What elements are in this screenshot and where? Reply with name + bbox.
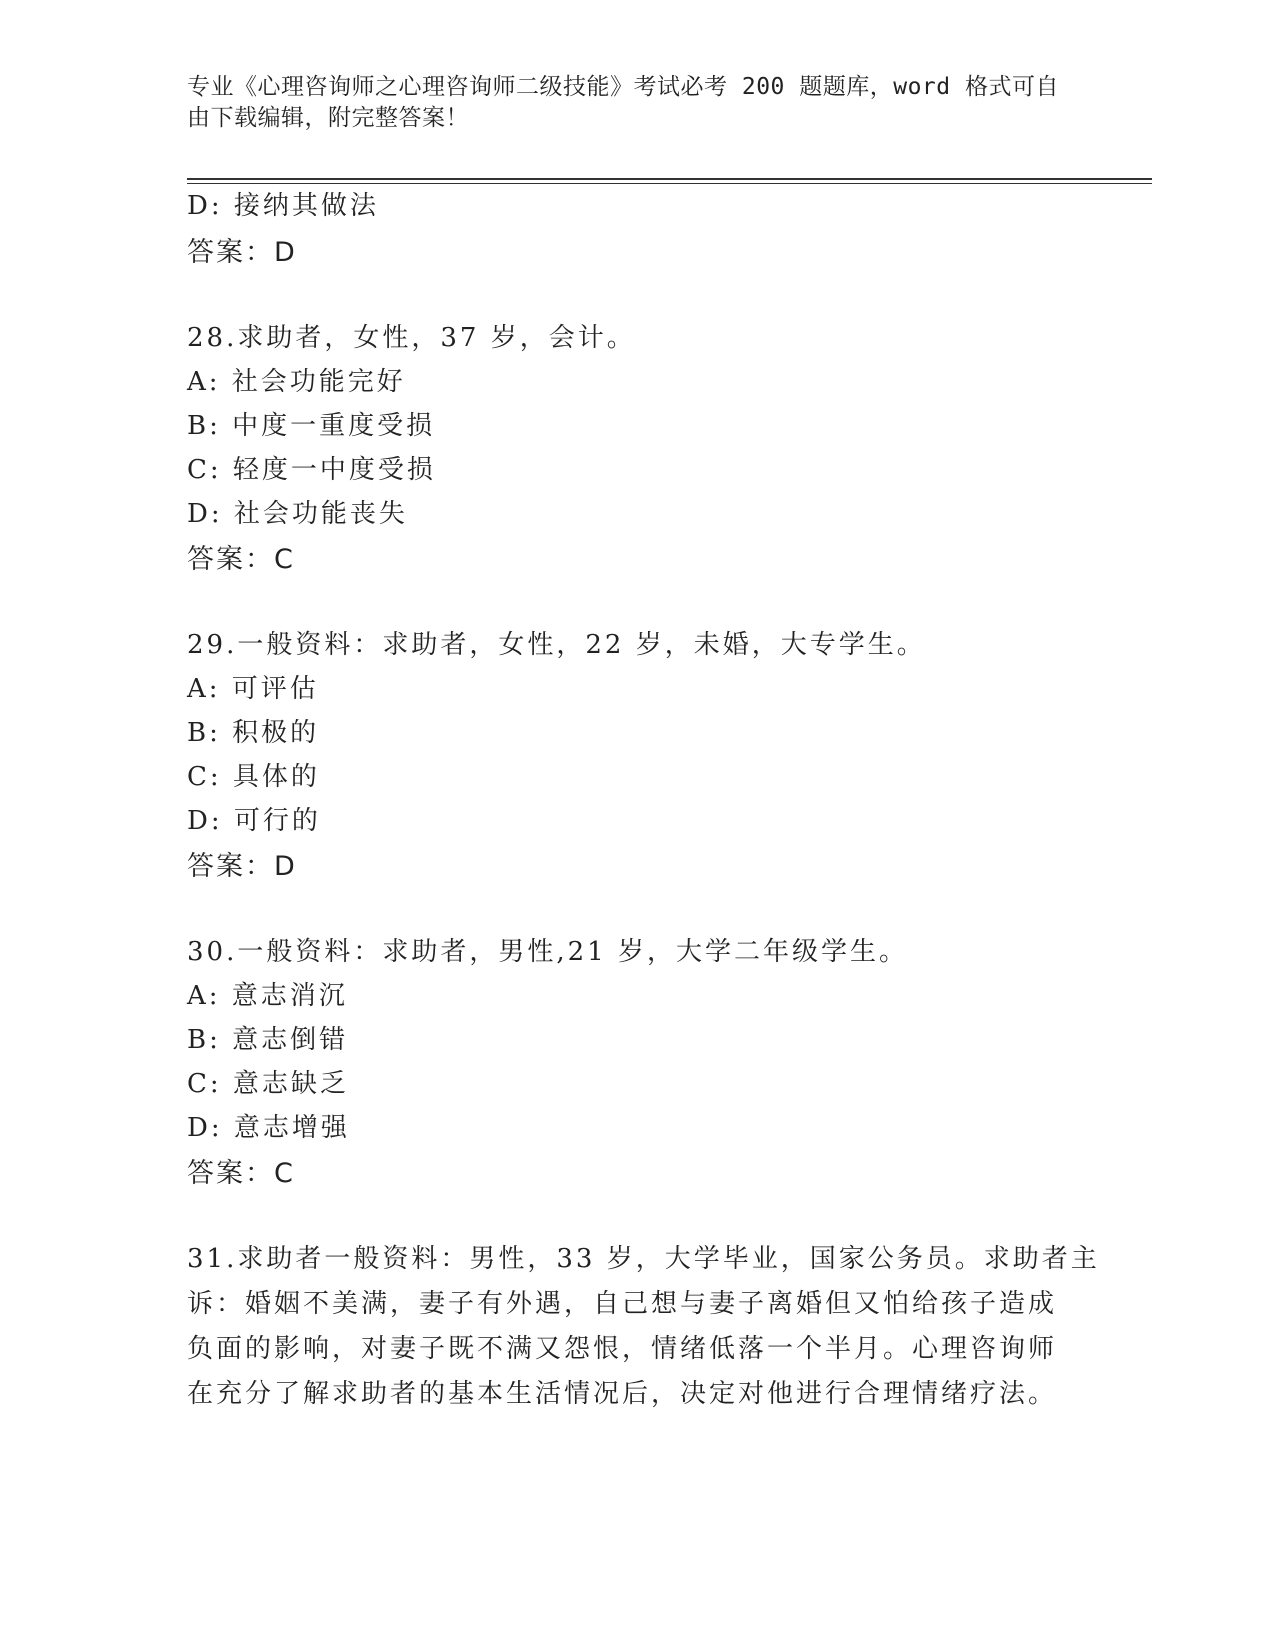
q29-stem: 29.一般资料：求助者，女性，22 岁，未婚，大专学生。 [187, 630, 926, 660]
header-divider-bottom [187, 183, 1152, 184]
q30-option-a: A: 意志消沉 [187, 981, 348, 1011]
q28-option-b: B: 中度一重度受损 [187, 411, 436, 441]
q29-option-b: B: 积极的 [187, 718, 320, 748]
q30-option-c: C: 意志缺乏 [187, 1069, 349, 1099]
q29-answer: 答案：D [187, 851, 297, 882]
q30-answer: 答案：C [187, 1158, 295, 1189]
q28-option-c: C: 轻度一中度受损 [187, 455, 436, 485]
q31-line-2: 诉：婚姻不美满，妻子有外遇，自己想与妻子离婚但又怕给孩子造成 [187, 1289, 1058, 1319]
q28-option-a: A: 社会功能完好 [187, 367, 406, 397]
header-line-1: 专业《心理咨询师之心理咨询师二级技能》考试必考 200 题题库，word 格式可自 [187, 74, 1059, 100]
q30-stem: 30.一般资料：求助者，男性,21 岁，大学二年级学生。 [187, 937, 908, 967]
q28-stem: 28.求助者，女性，37 岁，会计。 [187, 323, 636, 353]
q28-option-d: D: 社会功能丧失 [187, 499, 408, 529]
prev-option-d: D: 接纳其做法 [187, 191, 379, 221]
header-line-2: 由下载编辑，附完整答案！ [187, 105, 469, 131]
q31-line-4: 在充分了解求助者的基本生活情况后，决定对他进行合理情绪疗法。 [187, 1379, 1058, 1409]
q29-option-d: D: 可行的 [187, 806, 321, 836]
q28-answer: 答案：C [187, 544, 295, 575]
q31-line-3: 负面的影响，对妻子既不满又怨恨，情绪低落一个半月。心理咨询师 [187, 1334, 1058, 1364]
q31-line-1: 31.求助者一般资料：男性，33 岁，大学毕业，国家公务员。求助者主 [187, 1244, 1100, 1274]
prev-answer: 答案：D [187, 237, 297, 268]
q29-option-a: A: 可评估 [187, 674, 319, 704]
document-header [187, 72, 1067, 134]
q29-option-c: C: 具体的 [187, 762, 320, 792]
q30-option-b: B: 意志倒错 [187, 1025, 349, 1055]
header-divider-top [187, 178, 1152, 180]
q30-option-d: D: 意志增强 [187, 1113, 350, 1143]
